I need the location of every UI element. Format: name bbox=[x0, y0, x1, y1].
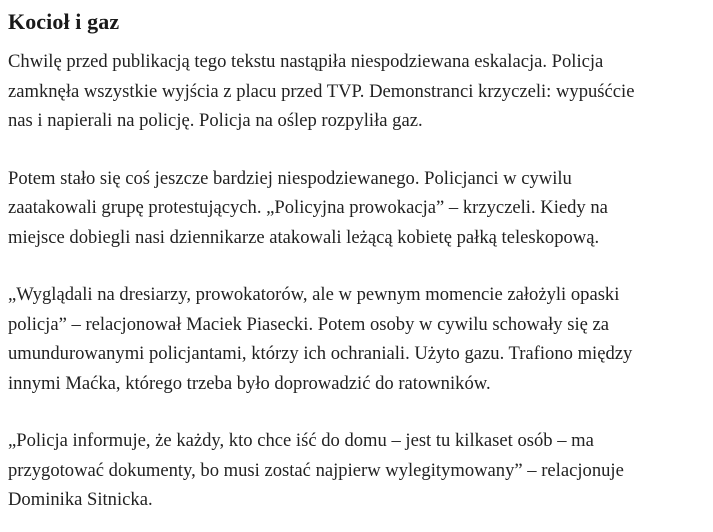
paragraph-line: Chwilę przed publikacją tego tekstu nastąpiła niespodziewana eskalacja. Policja bbox=[8, 51, 604, 72]
paragraph-line: „Wyglądali na dresiarzy, prowokatorów, ale w pewnym momencie założyli opaski bbox=[8, 284, 620, 305]
paragraph-line: Dominika Sitnicka. bbox=[8, 489, 153, 510]
paragraph-line: zaatakowali grupę protestujących. „Policyjna prowokacja” – krzyczeli. Kiedy na bbox=[8, 197, 608, 218]
paragraph-line: nas i napierali na policję. Policja na oślep rozpyliła gaz. bbox=[8, 110, 423, 131]
paragraph-4 bbox=[8, 426, 708, 515]
paragraph-1 bbox=[8, 47, 708, 136]
paragraph-line: przygotować dokumenty, bo musi zostać najpierw wylegitymowany” – relacjonuje bbox=[8, 459, 624, 481]
paragraph-2 bbox=[8, 164, 708, 253]
paragraph-line: innymi Maćka, którego trzeba było doprowadzić do ratowników. bbox=[8, 372, 491, 394]
paragraph-line: umundurowanymi policjantami, którzy ich ochraniali. Użyto gazu. Trafiono między bbox=[8, 343, 633, 364]
paragraph-line: miejsce dobiegli nasi dziennikarze atakowali leżącą kobietę pałką teleskopową. bbox=[8, 226, 600, 248]
paragraph-line: policja” – relacjonował Maciek Piasecki. Potem osoby w cywilu schowały się za bbox=[8, 313, 610, 335]
paragraph-line: „Policja informuje, że każdy, kto chce iść do domu – jest tu kilkaset osób – ma bbox=[8, 430, 594, 451]
paragraph-line: zamknęła wszystkie wyjścia z placu przed TVP. Demonstranci krzyczeli: wypuśćcie bbox=[8, 80, 635, 102]
paragraph-3 bbox=[8, 280, 708, 398]
section-heading: Kocioł i gaz bbox=[8, 9, 120, 34]
article-body bbox=[8, 0, 708, 515]
paragraph-line: Potem stało się coś jeszcze bardziej niespodziewanego. Policjanci w cywilu bbox=[8, 167, 572, 189]
